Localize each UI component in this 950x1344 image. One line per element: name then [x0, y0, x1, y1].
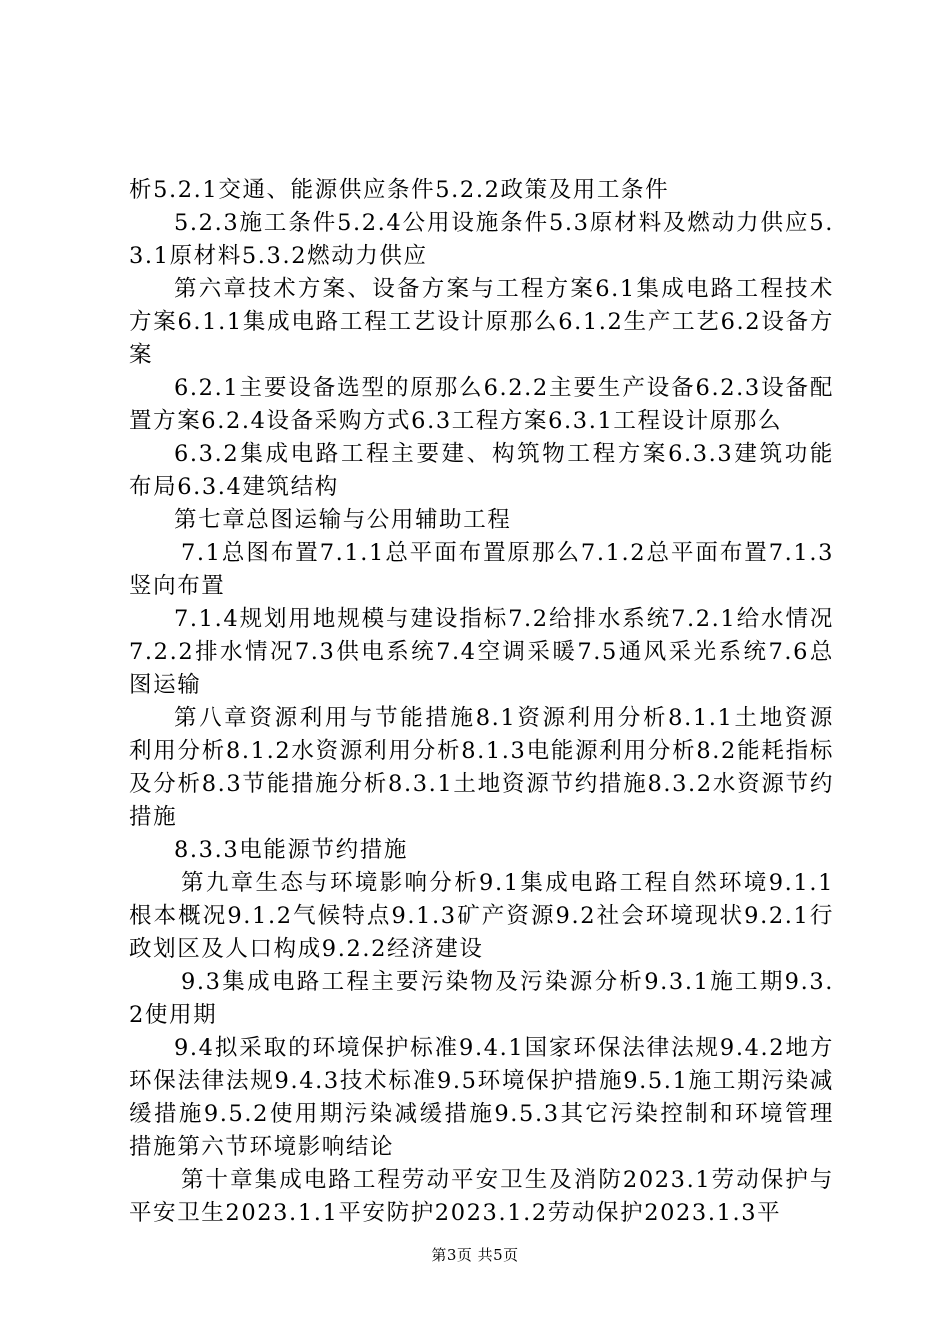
paragraph-14: 第十章集成电路工程劳动平安卫生及消防2023.1劳动保护与平安卫生2023.1.1平安防护2023.1.2劳动保护2023.1.3平 [129, 1167, 834, 1226]
paragraph-6: 第七章总图运输与公用辅助工程 [174, 507, 512, 533]
paragraph-2: 5.2.3施工条件5.2.4公用设施条件5.3原材料及燃动力供应5.3.1原材料5.3.2燃动力供应 [129, 210, 834, 269]
paragraph-7: 7.1总图布置7.1.1总平面布置原那么7.1.2总平面布置7.1.3竖向布置 [129, 540, 834, 599]
paragraph-1: 析5.2.1交通、能源供应条件5.2.2政策及用工条件 [129, 177, 670, 203]
paragraph-12: 9.3集成电路工程主要污染物及污染源分析9.3.1施工期9.3.2使用期 [129, 969, 834, 1028]
document-body [129, 174, 834, 1230]
paragraph-9: 第八章资源利用与节能措施8.1资源利用分析8.1.1土地资源利用分析8.1.2水资源利用分析8.1.3电能源利用分析8.2能耗指标及分析8.3节能措施分析8.3.1土地资源节约措施8.3.2水资源节约措施 [129, 705, 834, 830]
paragraph-8: 7.1.4规划用地规模与建设指标7.2给排水系统7.2.1给水情况7.2.2排水情况7.3供电系统7.4空调采暖7.5通风采光系统7.6总图运输 [129, 606, 834, 698]
paragraph-10: 8.3.3电能源节约措施 [174, 837, 408, 863]
paragraph-3: 第六章技术方案、设备方案与工程方案6.1集成电路工程技术方案6.1.1集成电路工程工艺设计原那么6.1.2生产工艺6.2设备方案 [129, 276, 834, 368]
paragraph-13: 9.4拟采取的环境保护标准9.4.1国家环保法律法规9.4.2地方环保法律法规9.4.3技术标准9.5环境保护措施9.5.1施工期污染减缓措施9.5.2使用期污染减缓措施9.5.3其它污染控制和环境管理措施第六节环境影响结论 [129, 1035, 834, 1160]
page-number-label: 第3页 共5页 [431, 1246, 519, 1264]
paragraph-5: 6.3.2集成电路工程主要建、构筑物工程方案6.3.3建筑功能布局6.3.4建筑结构 [129, 441, 834, 500]
paragraph-4: 6.2.1主要设备选型的原那么6.2.2主要生产设备6.2.3设备配置方案6.2.4设备采购方式6.3工程方案6.3.1工程设计原那么 [129, 375, 834, 434]
page-footer [0, 1244, 950, 1265]
paragraph-11: 第九章生态与环境影响分析9.1集成电路工程自然环境9.1.1根本概况9.1.2气候特点9.1.3矿产资源9.2社会环境现状9.2.1行政划区及人口构成9.2.2经济建设 [129, 870, 834, 962]
